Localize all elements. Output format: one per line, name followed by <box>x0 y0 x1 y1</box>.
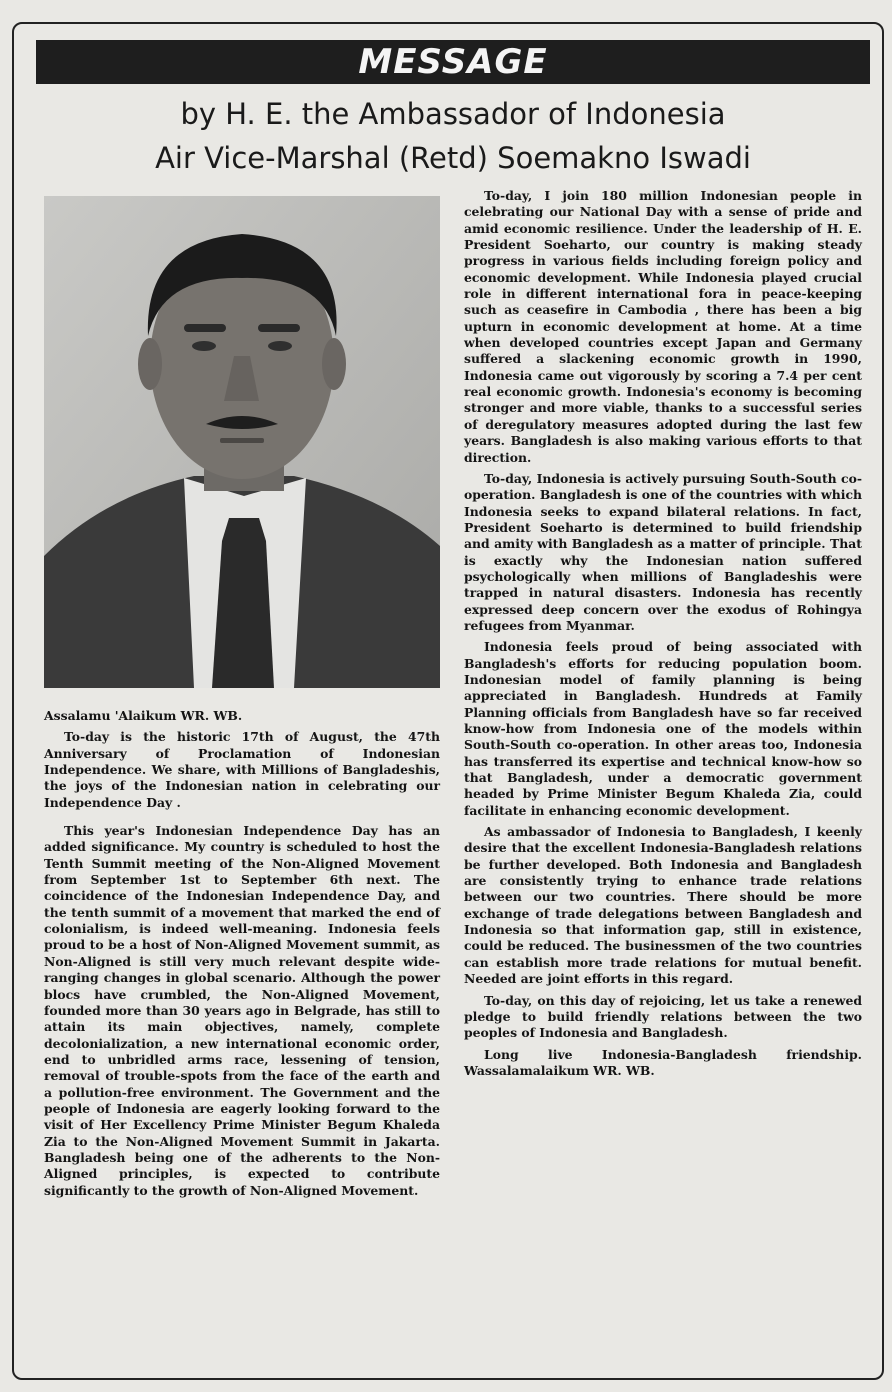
paragraph: To-day is the historic 17th of August, the 47th Anniversary of Proclamation of Indonesian Independence. We share, with Millions of Bangladeshis, the joys of the Indonesian nation in celebrating our Independence Day . <box>44 729 440 810</box>
paragraph: Indonesia feels proud of being associated with Bangladesh's efforts for reducing population boom. Indonesian model of family planning is being appreciated in Bangladesh. Hundreds at Family Planning officials from Bangladesh have so far received know-how from Indonesia one of the models within South-South co-operation. In other areas too, Indonesia has transferred its expertise and technical know-how so that Bangladesh, under a democratic government headed by Prime Minister Begum Khaleda Zia, could facilitate in enhancing economic development. <box>464 639 862 818</box>
paragraph: To-day, Indonesia is actively pursuing South-South co-operation. Bangladesh is one of the countries with which Indonesia seeks to expand bilateral relations. In fact, President Soeharto is determined to build friendship and amity with Bangladesh as a matter of principle. That is exactly why the Indonesian nation suffered psychologically when millions of Bangladeshis were trapped in natural disasters. Indonesia has recently expressed deep concern over the exodus of Rohingya refugees from Myanmar. <box>464 470 862 633</box>
headline-line-2: Air Vice-Marshal (Retd) Soemakno Iswadi <box>155 141 751 175</box>
headline-line-1: by H. E. the Ambassador of Indonesia <box>180 97 726 131</box>
greeting-paragraph: Assalamu 'Alaikum WR. WB. <box>44 708 243 723</box>
closing-paragraph: Long live Indonesia-Bangladesh friendship. Wassalamalaikum WR. WB. <box>464 1046 862 1078</box>
paragraph: This year's Indonesian Independence Day has an added significance. My country is scheduled to host the Tenth Summit meeting of the Non-Aligned Movement from September 1st to September 6th next. The coincidence of the Indonesian Independence Day, and the tenth summit of a movement that marked the end of colonialism, is indeed well-meaning. Indonesia feels proud to be a host of Non-Aligned Movement summit, as Non-Aligned is still very much relevant despite wide-ranging changes in global scenario. Although the power blocs have crumbled, the Non-Aligned Movement, founded more than 30 years ago in Belgrade, has still to attain its main objectives, namely, complete decolonialization, a new international economic order, end to unbridled arms race, lessening of tension, removal of trouble-spots from the face of the earth and a pollution-free environment. The Government and the people of Indonesia are eagerly looking forward to the visit of Her Excellency Prime Minister Begum Khaleda Zia to the Non-Aligned Movement Summit in Jakarta. Bangladesh being one of the adherents to the Non-Aligned principles, is expected to contribute significantly to the growth of Non-Aligned Movement. <box>44 823 440 1198</box>
message-banner <box>36 40 870 84</box>
left-column-text <box>44 708 440 1199</box>
paragraph: To-day, I join 180 million Indonesian people in celebrating our National Day with a sense of pride and amid economic resilience. Under the leadership of H. E. President Soeharto, our country is making steady progress in various fields including foreign policy and economic development. While Indonesia played crucial role in different international fora in peace-keeping such as ceasefire in Cambodia , there has been a big upturn in economic development at home. At a time when developed countries except Japan and Germany suffered a slackening economic growth in 1990, Indonesia came out vigorously by scoring a 7.4 per cent real economic growth. Indonesia's economy is becoming stronger and more viable, thanks to a successful series of deregulatory measures adopted during the last few years. Bangladesh is also making various efforts to that direction. <box>464 188 862 465</box>
paragraph: To-day, on this day of rejoicing, let us take a renewed pledge to build friendly relations between the two peoples of Indonesia and Bangladesh. <box>464 992 862 1041</box>
banner-title: MESSAGE <box>358 42 548 82</box>
ambassador-portrait-photo <box>44 196 440 688</box>
right-column-text <box>464 188 862 1079</box>
paragraph: As ambassador of Indonesia to Bangladesh, I keenly desire that the excellent Indonesia-Bangladesh relations be further developed. Both Indonesia and Bangladesh are consistently trying to enhance trade relations between our two countries. There should be more exchange of trade delegations between Bangladesh and Indonesia so that information gap, still in existence, could be reduced. The businessmen of the two countries can establish more trade relations for mutual benefit. Needed are joint efforts in this regard. <box>464 824 862 987</box>
